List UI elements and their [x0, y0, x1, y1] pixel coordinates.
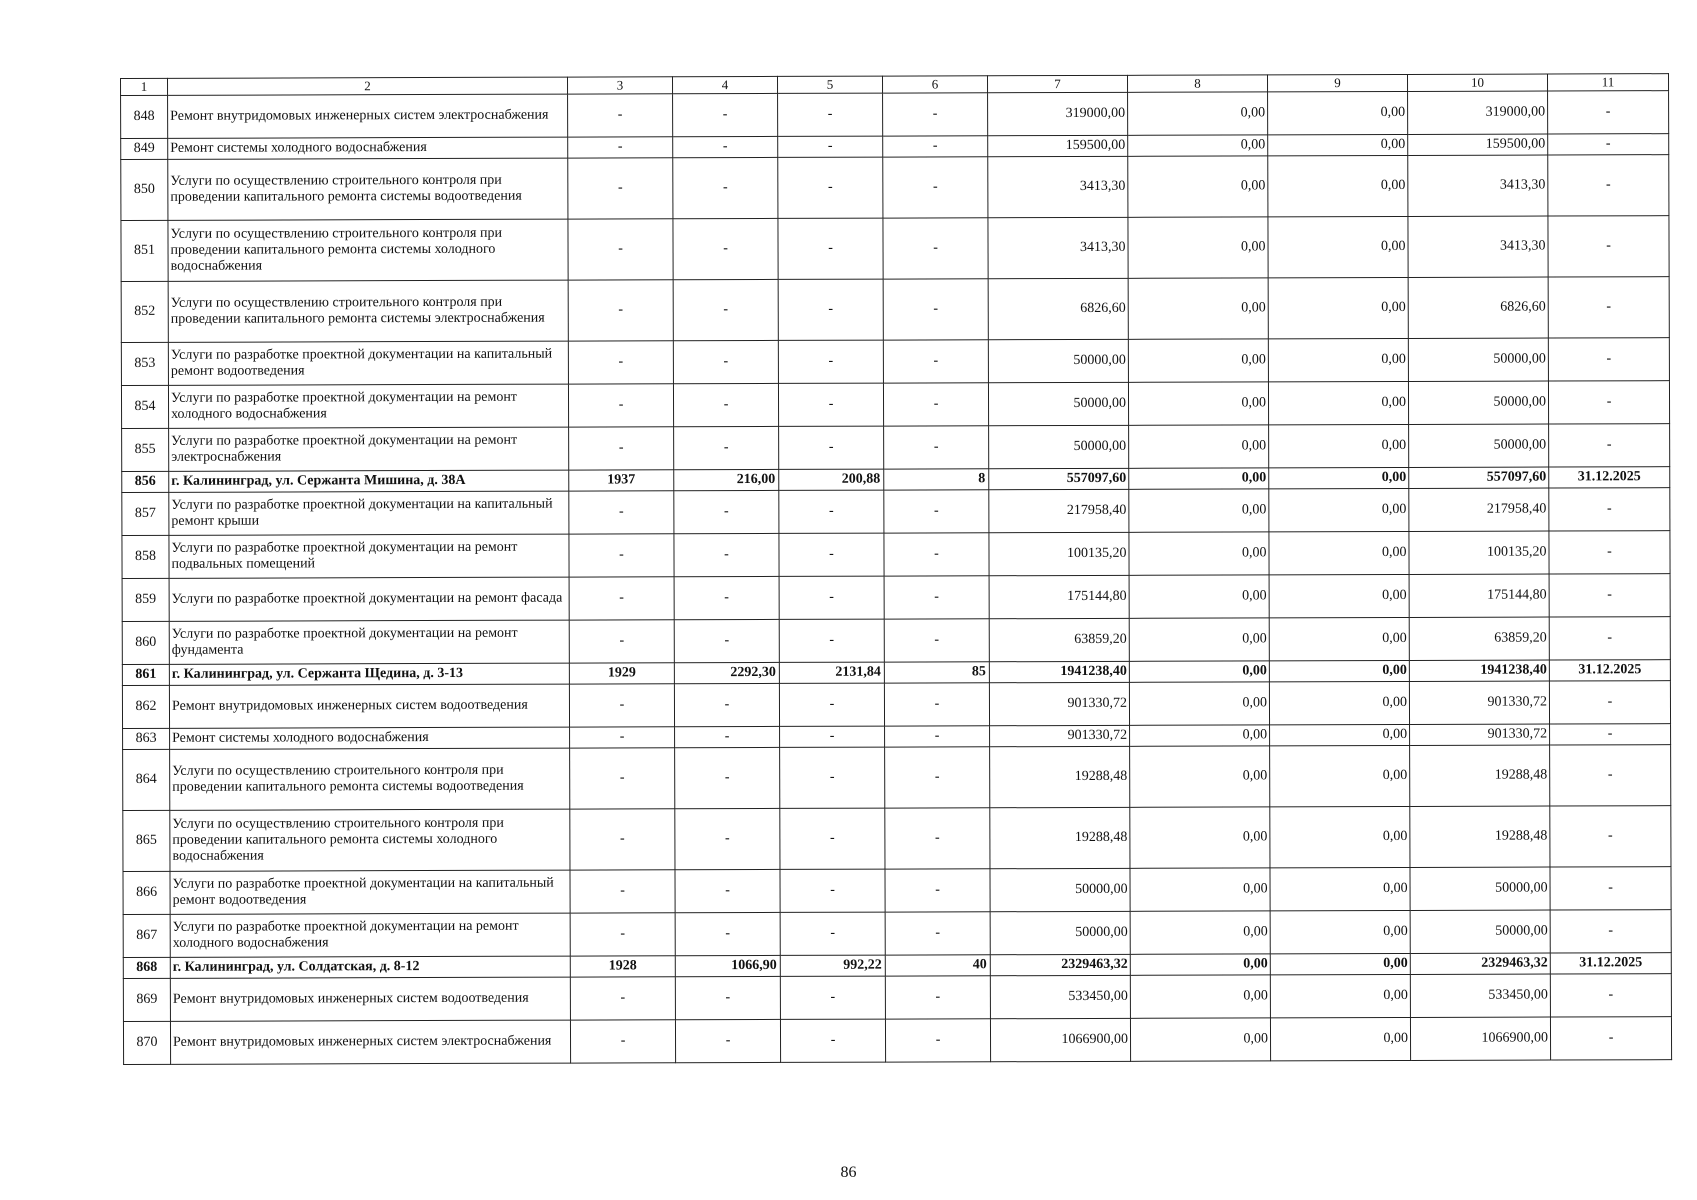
document-page [120, 73, 1671, 1065]
cell-col-3: - [569, 684, 674, 727]
work-description: Услуги по разработке проектной документации на капитальный ремонт водоотведения [170, 870, 570, 914]
cell-col-5: - [779, 576, 884, 619]
cell-col-4: 216,00 [674, 469, 779, 490]
work-description: Услуги по осуществлению строительного контроля при проведении капитального ремонта системы холодного водоснабжения [170, 809, 570, 871]
table-row [121, 338, 1669, 386]
cell-col-6: - [885, 912, 990, 955]
work-description: Услуги по разработке проектной документации на ремонт фасада [169, 577, 569, 621]
work-description: Услуги по разработке проектной документации на ремонт электроснабжения [169, 427, 569, 471]
cell-col-11: - [1550, 1017, 1671, 1060]
work-description: Ремонт внутридомовых инженерных систем водоотведения [169, 684, 569, 728]
cell-col-11: - [1549, 424, 1670, 467]
cell-col-3: - [570, 913, 675, 956]
cell-col-6: - [883, 218, 988, 279]
cell-col-6: 85 [884, 662, 989, 683]
table-row [121, 216, 1669, 282]
cell-col-11: - [1549, 531, 1670, 574]
cell-col-9: 0,00 [1269, 574, 1409, 617]
cell-col-3: - [570, 977, 675, 1020]
cell-col-3: - [568, 384, 673, 427]
cell-col-4: - [675, 869, 780, 912]
table-row [123, 974, 1671, 1022]
column-header: 9 [1267, 74, 1407, 91]
cell-col-9: 0,00 [1268, 216, 1408, 277]
cell-col-6: - [883, 279, 988, 340]
cell-col-9: 0,00 [1268, 338, 1408, 381]
repair-program-table [120, 73, 1672, 1065]
row-number: 855 [122, 428, 169, 471]
cell-col-11: - [1549, 617, 1670, 660]
work-description: Услуги по осуществлению строительного контроля при проведении капитального ремонта системы водоотведения [168, 158, 568, 220]
cell-col-8: 0,00 [1129, 618, 1269, 661]
cell-col-9: 0,00 [1269, 488, 1409, 531]
cell-col-8: 0,00 [1130, 725, 1270, 746]
work-description: Ремонт внутридомовых инженерных систем электроснабжения [170, 1020, 570, 1064]
cell-col-10: 19288,48 [1410, 745, 1550, 806]
cell-col-6: - [883, 93, 988, 136]
cell-col-7: 50000,00 [988, 339, 1128, 382]
cell-col-11: 31.12.2025 [1549, 467, 1670, 488]
cell-col-5: - [780, 726, 885, 747]
cell-col-6: - [885, 747, 990, 808]
cell-col-5: - [778, 383, 883, 426]
cell-col-4: 1066,90 [675, 955, 780, 976]
cell-col-6: - [884, 683, 989, 726]
cell-col-11: - [1550, 974, 1671, 1017]
cell-col-6: - [883, 383, 988, 426]
cell-col-4: - [674, 619, 779, 662]
cell-col-10: 50000,00 [1408, 381, 1548, 424]
cell-col-7: 1066900,00 [990, 1018, 1130, 1061]
cell-col-9: 0,00 [1270, 974, 1410, 1017]
cell-col-10: 50000,00 [1408, 338, 1548, 381]
cell-col-9: 0,00 [1268, 91, 1408, 134]
cell-col-10: 63859,20 [1409, 617, 1549, 660]
cell-col-5: - [778, 340, 883, 383]
cell-col-3: - [570, 1020, 675, 1063]
cell-col-11: 31.12.2025 [1549, 660, 1670, 681]
row-number: 850 [121, 159, 168, 220]
cell-col-3: - [569, 577, 674, 620]
cell-col-6: - [884, 533, 989, 576]
cell-col-6: - [883, 340, 988, 383]
table-row [121, 277, 1669, 343]
cell-col-11: - [1548, 277, 1669, 338]
cell-col-5: - [780, 747, 885, 808]
table-row [123, 745, 1671, 811]
cell-col-7: 50000,00 [990, 911, 1130, 954]
cell-col-5: 2131,84 [779, 662, 884, 683]
column-header: 10 [1407, 74, 1547, 91]
cell-col-8: 0,00 [1130, 746, 1270, 807]
cell-col-6: - [884, 490, 989, 533]
cell-col-4: - [675, 912, 780, 955]
cell-col-7: 2329463,32 [990, 954, 1130, 975]
table-row [122, 531, 1670, 579]
work-description: Услуги по осуществлению строительного контроля при проведении капитального ремонта системы электроснабжения [168, 280, 568, 342]
cell-col-4: - [673, 157, 778, 218]
page-number: 86 [840, 1164, 857, 1181]
row-number: 870 [123, 1021, 170, 1064]
cell-col-5: - [778, 157, 883, 218]
cell-col-9: 0,00 [1270, 867, 1410, 910]
cell-col-6: - [885, 726, 990, 747]
cell-col-8: 0,00 [1130, 911, 1270, 954]
cell-col-9: 0,00 [1269, 467, 1409, 488]
cell-col-7: 319000,00 [988, 92, 1128, 135]
table-row [122, 574, 1670, 622]
cell-col-7: 6826,60 [988, 278, 1128, 339]
table-row [122, 424, 1670, 472]
cell-col-9: 0,00 [1269, 617, 1409, 660]
cell-col-4: - [673, 93, 778, 136]
work-description: Услуги по осуществлению строительного контроля при проведении капитального ремонта системы водоотведения [170, 748, 570, 810]
row-number: 863 [123, 728, 170, 749]
work-description: Ремонт системы холодного водоснабжения [170, 727, 570, 749]
table-row [122, 681, 1670, 729]
work-description: Услуги по разработке проектной документации на ремонт фундамента [169, 620, 569, 664]
cell-col-3: - [570, 727, 675, 748]
cell-col-6: - [885, 808, 990, 869]
cell-col-7: 901330,72 [990, 725, 1130, 746]
cell-col-6: - [885, 869, 990, 912]
cell-col-8: 0,00 [1129, 425, 1269, 468]
column-header: 6 [882, 76, 987, 93]
column-header: 2 [168, 77, 568, 95]
cell-col-5: 992,22 [780, 955, 885, 976]
cell-col-11: - [1548, 216, 1669, 277]
cell-col-3: - [568, 341, 673, 384]
cell-col-3: - [570, 748, 675, 809]
cell-col-8: 0,00 [1129, 661, 1269, 682]
cell-col-11: - [1550, 724, 1671, 745]
cell-col-7: 159500,00 [988, 135, 1128, 156]
cell-col-7: 63859,20 [989, 618, 1129, 661]
cell-col-8: 0,00 [1129, 682, 1269, 725]
cell-col-8: 0,00 [1130, 868, 1270, 911]
cell-col-5: - [779, 426, 884, 469]
column-header: 7 [987, 75, 1127, 92]
cell-col-4: - [673, 218, 778, 279]
row-number: 865 [123, 810, 170, 871]
cell-col-7: 557097,60 [989, 468, 1129, 489]
cell-col-8: 0,00 [1128, 135, 1268, 156]
cell-col-10: 2329463,32 [1410, 953, 1550, 974]
cell-col-4: - [674, 576, 779, 619]
cell-col-7: 19288,48 [990, 807, 1130, 868]
table-row [121, 91, 1669, 139]
cell-col-10: 50000,00 [1410, 867, 1550, 910]
cell-col-7: 100135,20 [989, 532, 1129, 575]
cell-col-10: 557097,60 [1409, 467, 1549, 488]
row-number: 866 [123, 871, 170, 914]
column-header: 8 [1127, 75, 1267, 92]
cell-col-6: - [884, 619, 989, 662]
cell-col-8: 0,00 [1128, 278, 1268, 339]
column-header: 11 [1547, 74, 1668, 91]
cell-col-4: - [674, 490, 779, 533]
cell-col-5: - [778, 93, 883, 136]
cell-col-10: 175144,80 [1409, 574, 1549, 617]
cell-col-8: 0,00 [1130, 954, 1270, 975]
row-number: 859 [122, 578, 169, 621]
cell-col-3: - [568, 137, 673, 158]
work-description: Услуги по разработке проектной документации на ремонт подвальных помещений [169, 534, 569, 578]
cell-col-3: 1928 [570, 956, 675, 977]
cell-col-5: - [779, 490, 884, 533]
cell-col-3: - [568, 280, 673, 341]
cell-col-4: - [675, 747, 780, 808]
cell-col-4: - [675, 976, 780, 1019]
cell-col-8: 0,00 [1129, 532, 1269, 575]
cell-col-3: - [569, 620, 674, 663]
work-description: Услуги по осуществлению строительного контроля при проведении капитального ремонта системы холодного водоснабжения [168, 219, 568, 281]
cell-col-10: 1941238,40 [1409, 660, 1549, 681]
cell-col-7: 50000,00 [990, 868, 1130, 911]
row-number: 852 [121, 281, 168, 342]
cell-col-9: 0,00 [1269, 531, 1409, 574]
cell-col-5: 200,88 [779, 469, 884, 490]
row-number: 848 [121, 95, 168, 138]
cell-col-7: 50000,00 [989, 425, 1129, 468]
cell-col-3: - [568, 219, 673, 280]
cell-col-11: - [1548, 381, 1669, 424]
table-row [121, 381, 1669, 429]
table-row [123, 910, 1671, 958]
table-row [123, 1017, 1671, 1065]
row-number: 858 [122, 535, 169, 578]
cell-col-3: - [569, 534, 674, 577]
row-number: 864 [123, 749, 170, 810]
cell-col-10: 901330,72 [1409, 681, 1549, 724]
cell-col-9: 0,00 [1270, 806, 1410, 867]
table-row [122, 617, 1670, 665]
row-number: 854 [121, 385, 168, 428]
row-number: 853 [121, 342, 168, 385]
cell-col-10: 3413,30 [1408, 155, 1548, 216]
cell-col-9: 0,00 [1269, 660, 1409, 681]
cell-col-3: - [569, 427, 674, 470]
cell-col-7: 50000,00 [988, 382, 1128, 425]
cell-col-11: - [1550, 745, 1671, 806]
cell-col-11: - [1548, 134, 1669, 155]
cell-col-7: 19288,48 [990, 746, 1130, 807]
column-header: 3 [567, 77, 672, 94]
cell-col-8: 0,00 [1128, 156, 1268, 217]
cell-col-7: 3413,30 [988, 217, 1128, 278]
work-description: Ремонт внутридомовых инженерных систем электроснабжения [168, 94, 568, 138]
table-row [123, 806, 1671, 872]
cell-col-7: 1941238,40 [989, 661, 1129, 682]
cell-col-9: 0,00 [1268, 134, 1408, 155]
cell-col-6: - [883, 136, 988, 157]
table-row [122, 488, 1670, 536]
cell-col-4: - [674, 683, 779, 726]
work-description: Ремонт внутридомовых инженерных систем водоотведения [170, 977, 570, 1021]
cell-col-4: 2292,30 [674, 662, 779, 683]
cell-col-6: - [885, 1019, 990, 1062]
cell-col-11: - [1548, 91, 1669, 134]
cell-col-3: 1937 [569, 470, 674, 491]
work-description: г. Калининград, ул. Сержанта Щедина, д. 3-13 [169, 663, 569, 685]
cell-col-4: - [673, 136, 778, 157]
column-header: 5 [777, 76, 882, 93]
cell-col-11: - [1550, 867, 1671, 910]
cell-col-5: - [780, 1019, 885, 1062]
cell-col-7: 533450,00 [990, 975, 1130, 1018]
row-number: 849 [121, 138, 168, 159]
cell-col-4: - [674, 533, 779, 576]
cell-col-8: 0,00 [1130, 807, 1270, 868]
cell-col-3: 1929 [569, 663, 674, 684]
cell-col-10: 901330,72 [1410, 724, 1550, 745]
cell-col-5: - [780, 976, 885, 1019]
cell-col-10: 217958,40 [1409, 488, 1549, 531]
cell-col-9: 0,00 [1268, 277, 1408, 338]
cell-col-8: 0,00 [1128, 339, 1268, 382]
cell-col-10: 1066900,00 [1410, 1017, 1550, 1060]
cell-col-8: 0,00 [1130, 1018, 1270, 1061]
cell-col-8: 0,00 [1129, 575, 1269, 618]
cell-col-7: 175144,80 [989, 575, 1129, 618]
cell-col-7: 901330,72 [989, 682, 1129, 725]
cell-col-10: 6826,60 [1408, 277, 1548, 338]
cell-col-9: 0,00 [1270, 724, 1410, 745]
row-number: 860 [122, 621, 169, 664]
row-number: 861 [122, 664, 169, 685]
cell-col-7: 217958,40 [989, 489, 1129, 532]
cell-col-5: - [778, 136, 883, 157]
row-number: 868 [123, 957, 170, 978]
cell-col-5: - [779, 619, 884, 662]
work-description: Услуги по разработке проектной документации на капитальный ремонт крыши [169, 491, 569, 535]
column-header: 4 [672, 76, 777, 93]
cell-col-5: - [779, 533, 884, 576]
cell-col-3: - [570, 870, 675, 913]
cell-col-8: 0,00 [1128, 217, 1268, 278]
cell-col-10: 50000,00 [1409, 424, 1549, 467]
cell-col-5: - [780, 912, 885, 955]
work-description: Услуги по разработке проектной документации на ремонт холодного водоснабжения [168, 384, 568, 428]
cell-col-10: 533450,00 [1410, 974, 1550, 1017]
cell-col-4: - [675, 726, 780, 747]
cell-col-6: - [884, 576, 989, 619]
work-description: Ремонт системы холодного водоснабжения [168, 137, 568, 159]
cell-col-4: - [674, 426, 779, 469]
cell-col-9: 0,00 [1270, 953, 1410, 974]
cell-col-4: - [673, 340, 778, 383]
cell-col-3: - [569, 491, 674, 534]
table-body [121, 91, 1672, 1065]
cell-col-9: 0,00 [1270, 745, 1410, 806]
work-description: г. Калининград, ул. Солдатская, д. 8-12 [170, 956, 570, 978]
cell-col-9: 0,00 [1270, 1017, 1410, 1060]
row-number: 856 [122, 471, 169, 492]
cell-col-8: 0,00 [1128, 92, 1268, 135]
cell-col-11: - [1549, 574, 1670, 617]
cell-col-4: - [673, 279, 778, 340]
cell-col-5: - [779, 683, 884, 726]
cell-col-9: 0,00 [1269, 681, 1409, 724]
cell-col-6: - [885, 976, 990, 1019]
cell-col-3: - [568, 158, 673, 219]
table-row [121, 155, 1669, 221]
row-number: 862 [122, 685, 169, 728]
row-number: 857 [122, 492, 169, 535]
cell-col-11: - [1548, 338, 1669, 381]
column-header: 1 [121, 78, 168, 95]
cell-col-8: 0,00 [1128, 382, 1268, 425]
cell-col-8: 0,00 [1129, 489, 1269, 532]
cell-col-10: 3413,30 [1408, 216, 1548, 277]
cell-col-10: 319000,00 [1408, 91, 1548, 134]
cell-col-6: 8 [884, 469, 989, 490]
cell-col-8: 0,00 [1129, 468, 1269, 489]
cell-col-10: 19288,48 [1410, 806, 1550, 867]
cell-col-10: 100135,20 [1409, 531, 1549, 574]
work-description: г. Калининград, ул. Сержанта Мишина, д. 38А [169, 470, 569, 492]
cell-col-5: - [780, 808, 885, 869]
cell-col-11: - [1550, 806, 1671, 867]
cell-col-4: - [675, 1019, 780, 1062]
cell-col-6: 40 [885, 955, 990, 976]
cell-col-6: - [884, 426, 989, 469]
cell-col-10: 50000,00 [1410, 910, 1550, 953]
row-number: 851 [121, 220, 168, 281]
cell-col-9: 0,00 [1268, 381, 1408, 424]
cell-col-5: - [780, 869, 885, 912]
cell-col-11: - [1549, 488, 1670, 531]
cell-col-8: 0,00 [1130, 975, 1270, 1018]
table-row [123, 867, 1671, 915]
cell-col-5: - [778, 279, 883, 340]
cell-col-3: - [570, 809, 675, 870]
cell-col-11: 31.12.2025 [1550, 953, 1671, 974]
cell-col-4: - [675, 808, 780, 869]
cell-col-10: 159500,00 [1408, 134, 1548, 155]
cell-col-4: - [673, 383, 778, 426]
work-description: Услуги по разработке проектной документации на ремонт холодного водоснабжения [170, 913, 570, 957]
cell-col-3: - [568, 94, 673, 137]
work-description: Услуги по разработке проектной документации на капитальный ремонт водоотведения [168, 341, 568, 385]
cell-col-11: - [1550, 910, 1671, 953]
row-number: 869 [123, 978, 170, 1021]
cell-col-9: 0,00 [1269, 424, 1409, 467]
cell-col-6: - [883, 157, 988, 218]
row-number: 867 [123, 914, 170, 957]
cell-col-11: - [1549, 681, 1670, 724]
cell-col-7: 3413,30 [988, 156, 1128, 217]
cell-col-9: 0,00 [1268, 155, 1408, 216]
cell-col-11: - [1548, 155, 1669, 216]
cell-col-5: - [778, 218, 883, 279]
cell-col-9: 0,00 [1270, 910, 1410, 953]
